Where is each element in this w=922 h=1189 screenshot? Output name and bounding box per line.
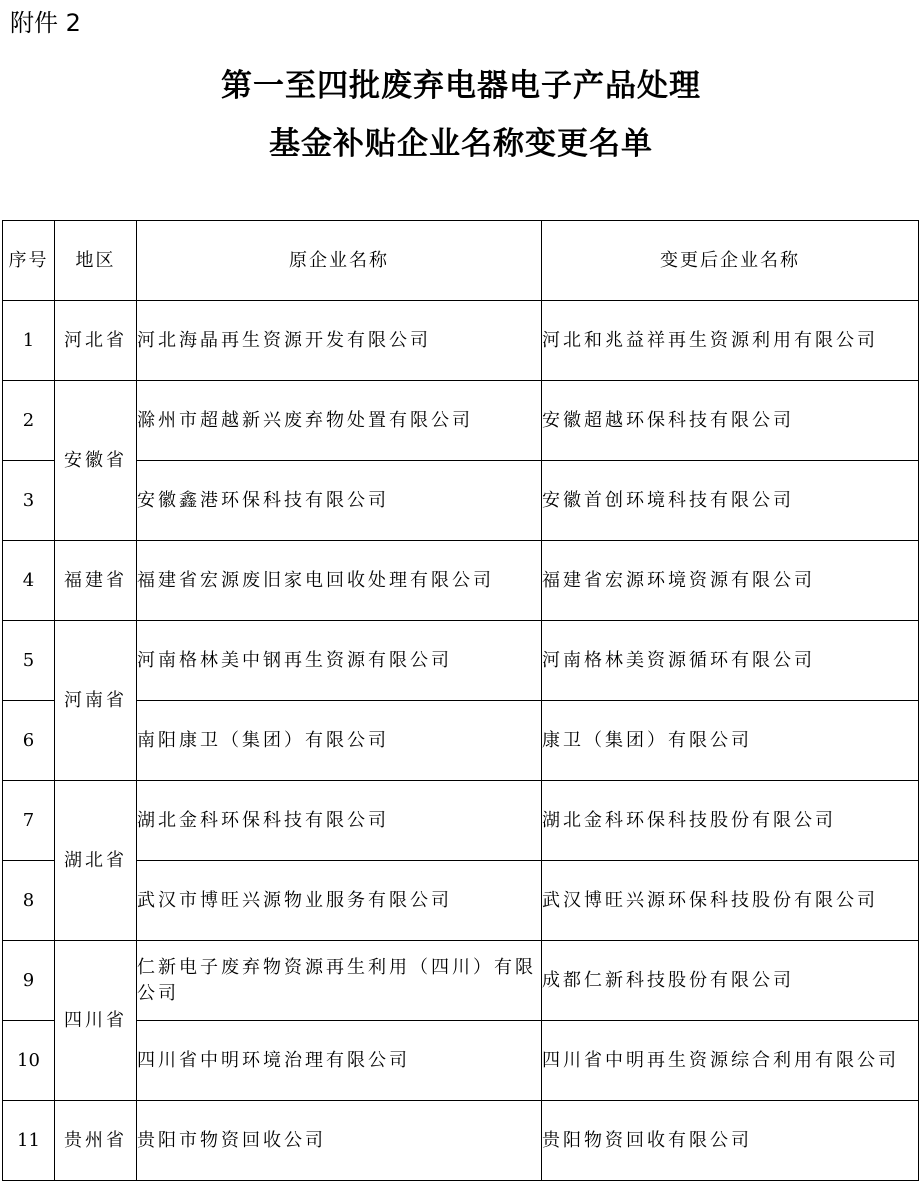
- table-row: [3, 621, 919, 701]
- header-no: 序号: [3, 221, 55, 301]
- row-old-name: 滁州市超越新兴废弃物处置有限公司: [137, 381, 542, 461]
- row-new-name: 贵阳物资回收有限公司: [542, 1101, 919, 1181]
- row-no: 6: [3, 701, 55, 781]
- row-old-name: 仁新电子废弃物资源再生利用（四川）有限公司: [137, 941, 542, 1021]
- row-old-name: 武汉市博旺兴源物业服务有限公司: [137, 861, 542, 941]
- row-region: 安徽省: [55, 381, 137, 541]
- row-new-name: 成都仁新科技股份有限公司: [542, 941, 919, 1021]
- table-row: [3, 701, 919, 781]
- row-old-name: 贵阳市物资回收公司: [137, 1101, 542, 1181]
- header-region: 地区: [55, 221, 137, 301]
- document-title-line-2: 基金补贴企业名称变更名单: [269, 126, 653, 162]
- row-no: 5: [3, 621, 55, 701]
- table-row: [3, 301, 919, 381]
- row-new-name: 河北和兆益祥再生资源利用有限公司: [542, 301, 919, 381]
- row-no: 2: [3, 381, 55, 461]
- row-new-name: 康卫（集团）有限公司: [542, 701, 919, 781]
- row-old-name: 河北海晶再生资源开发有限公司: [137, 301, 542, 381]
- row-no: 10: [3, 1021, 55, 1101]
- row-region: 湖北省: [55, 781, 137, 941]
- table-row: [3, 1021, 919, 1101]
- row-new-name: 四川省中明再生资源综合利用有限公司: [542, 1021, 919, 1101]
- company-name-change-table: [2, 220, 919, 1181]
- table-row: [3, 781, 919, 861]
- row-old-name: 河南格林美中钢再生资源有限公司: [137, 621, 542, 701]
- row-region: 河北省: [55, 301, 137, 381]
- row-new-name: 安徽首创环境科技有限公司: [542, 461, 919, 541]
- row-new-name: 福建省宏源环境资源有限公司: [542, 541, 919, 621]
- table-row: [3, 861, 919, 941]
- row-old-name: 福建省宏源废旧家电回收处理有限公司: [137, 541, 542, 621]
- row-old-name: 南阳康卫（集团）有限公司: [137, 701, 542, 781]
- row-region: 四川省: [55, 941, 137, 1101]
- document-title-line-1: 第一至四批废弃电器电子产品处理: [221, 68, 701, 104]
- table-row: [3, 1101, 919, 1181]
- header-new-name: 变更后企业名称: [542, 221, 919, 301]
- row-new-name: 安徽超越环保科技有限公司: [542, 381, 919, 461]
- table-row: [3, 941, 919, 1021]
- row-no: 4: [3, 541, 55, 621]
- header-old-name: 原企业名称: [137, 221, 542, 301]
- table-row: [3, 461, 919, 541]
- row-new-name: 河南格林美资源循环有限公司: [542, 621, 919, 701]
- row-region: 河南省: [55, 621, 137, 781]
- row-region: 福建省: [55, 541, 137, 621]
- row-no: 7: [3, 781, 55, 861]
- row-no: 8: [3, 861, 55, 941]
- row-no: 9: [3, 941, 55, 1021]
- attachment-label: 附件 2: [10, 9, 81, 37]
- table-header-row: [3, 221, 919, 301]
- row-old-name: 四川省中明环境治理有限公司: [137, 1021, 542, 1101]
- row-region: 贵州省: [55, 1101, 137, 1181]
- row-no: 1: [3, 301, 55, 381]
- table-row: [3, 381, 919, 461]
- row-no: 3: [3, 461, 55, 541]
- row-old-name: 湖北金科环保科技有限公司: [137, 781, 542, 861]
- table-row: [3, 541, 919, 621]
- row-old-name: 安徽鑫港环保科技有限公司: [137, 461, 542, 541]
- row-new-name: 武汉博旺兴源环保科技股份有限公司: [542, 861, 919, 941]
- row-new-name: 湖北金科环保科技股份有限公司: [542, 781, 919, 861]
- row-no: 11: [3, 1101, 55, 1181]
